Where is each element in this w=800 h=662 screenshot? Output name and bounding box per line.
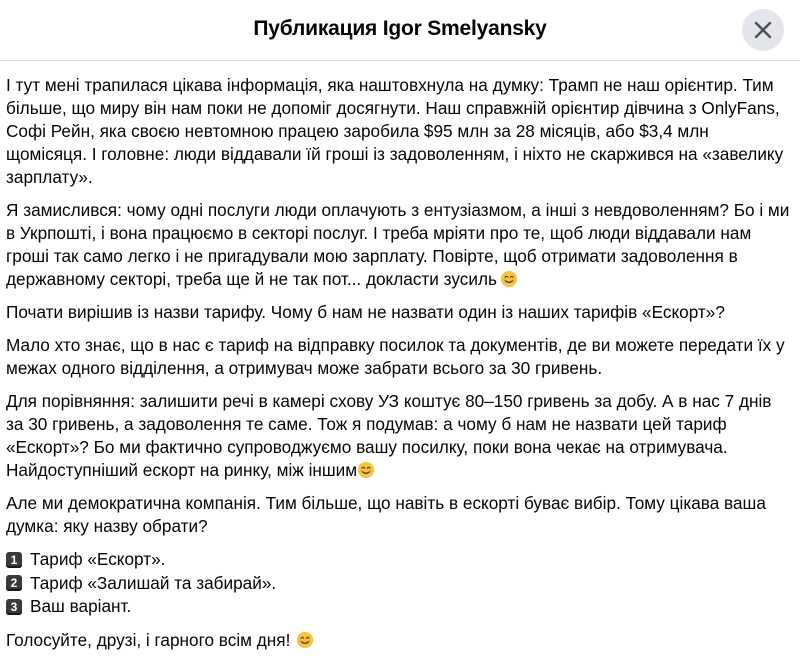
paragraph-text: Почати вирішив із назви тарифу. Чому б нам не назвати один із наших тарифів «Ескорт»? (6, 302, 725, 322)
dialog-header (0, 0, 800, 61)
closing-text: Голосуйте, друзі, і гарного всім дня! (6, 629, 291, 650)
smiling-face-icon (500, 270, 518, 288)
post-paragraph (6, 74, 792, 189)
close-icon (754, 21, 772, 39)
post-paragraph (6, 199, 792, 291)
paragraph-text: І тут мені трапилася цікава інформація, яка наштовхнула на думку: Трамп не наш орієнтир. Тим більше, що миру він нам поки не допоміг досягнути. Наш справжній орієнтир дівчина з OnlyFans, Софі Рейн, яка своєю невтомною працею заробила $95 млн за 28 місяців, або $3,4 млн щомісяця. І головне: люди віддавали їй гроші із задоволенням, і ніхто не скаржився на «завелику зарплату». (6, 75, 784, 187)
keycap-digit-icon: 2 (6, 575, 22, 591)
smiling-face-icon (296, 631, 314, 649)
smiling-face-icon (357, 461, 375, 479)
keycap-digit-icon: 1 (6, 552, 22, 568)
paragraph-text: Мало хто знає, що в нас є тариф на відправку посилок та документів, де ви можете передати їх у межах одного відділення, а отримувач може забрати всього за 30 гривень. (6, 335, 785, 378)
post-paragraph (6, 492, 792, 538)
post-paragraph (6, 629, 792, 652)
paragraph-text: Я замислився: чому одні послуги люди оплачують з ентузіазмом, а інші з невдоволенням? Бо і ми в Укрпошті, і вона працюємо в секторі послуг. І треба мріяти про те, щоб люди віддавали нам гроші так само легко і не пригадували мою зарплату. Повірте, щоб отримати задоволення в державному секторі, треба ще й не так пот... докласти зусиль (6, 200, 790, 289)
list-item (6, 595, 792, 619)
post-body (6, 74, 792, 662)
post-paragraph (6, 390, 792, 482)
list-item (6, 572, 792, 596)
list-item (6, 548, 792, 572)
post-paragraph (6, 334, 792, 380)
option-list (6, 548, 792, 619)
paragraph-text: Але ми демократична компанія. Тим більше, що навіть в ескорті буває вибір. Тому цікава ваша думка: яку назву обрати? (6, 493, 766, 536)
option-label: Тариф «Ескорт». (30, 549, 166, 570)
keycap-digit-icon: 3 (6, 599, 22, 615)
option-label: Тариф «Залишай та забирай». (30, 572, 277, 593)
close-button[interactable] (742, 9, 784, 51)
post-paragraph (6, 301, 792, 324)
option-label: Ваш варіант. (30, 596, 132, 617)
dialog-title: Публикация Igor Smelyansky (253, 17, 547, 40)
paragraph-text: Для порівняння: залишити речі в камері схову УЗ коштує 80–150 гривень за добу. А в нас 7 днів за 30 гривень, а задоволення те саме. Тож я подумав: а чому б нам не назвати цей тариф «Ескорт»? Бо ми фактично супроводжуємо вашу посилку, поки вона чекає на отримувача. Найдоступніший ескорт на ринку, між іншим (6, 391, 772, 480)
